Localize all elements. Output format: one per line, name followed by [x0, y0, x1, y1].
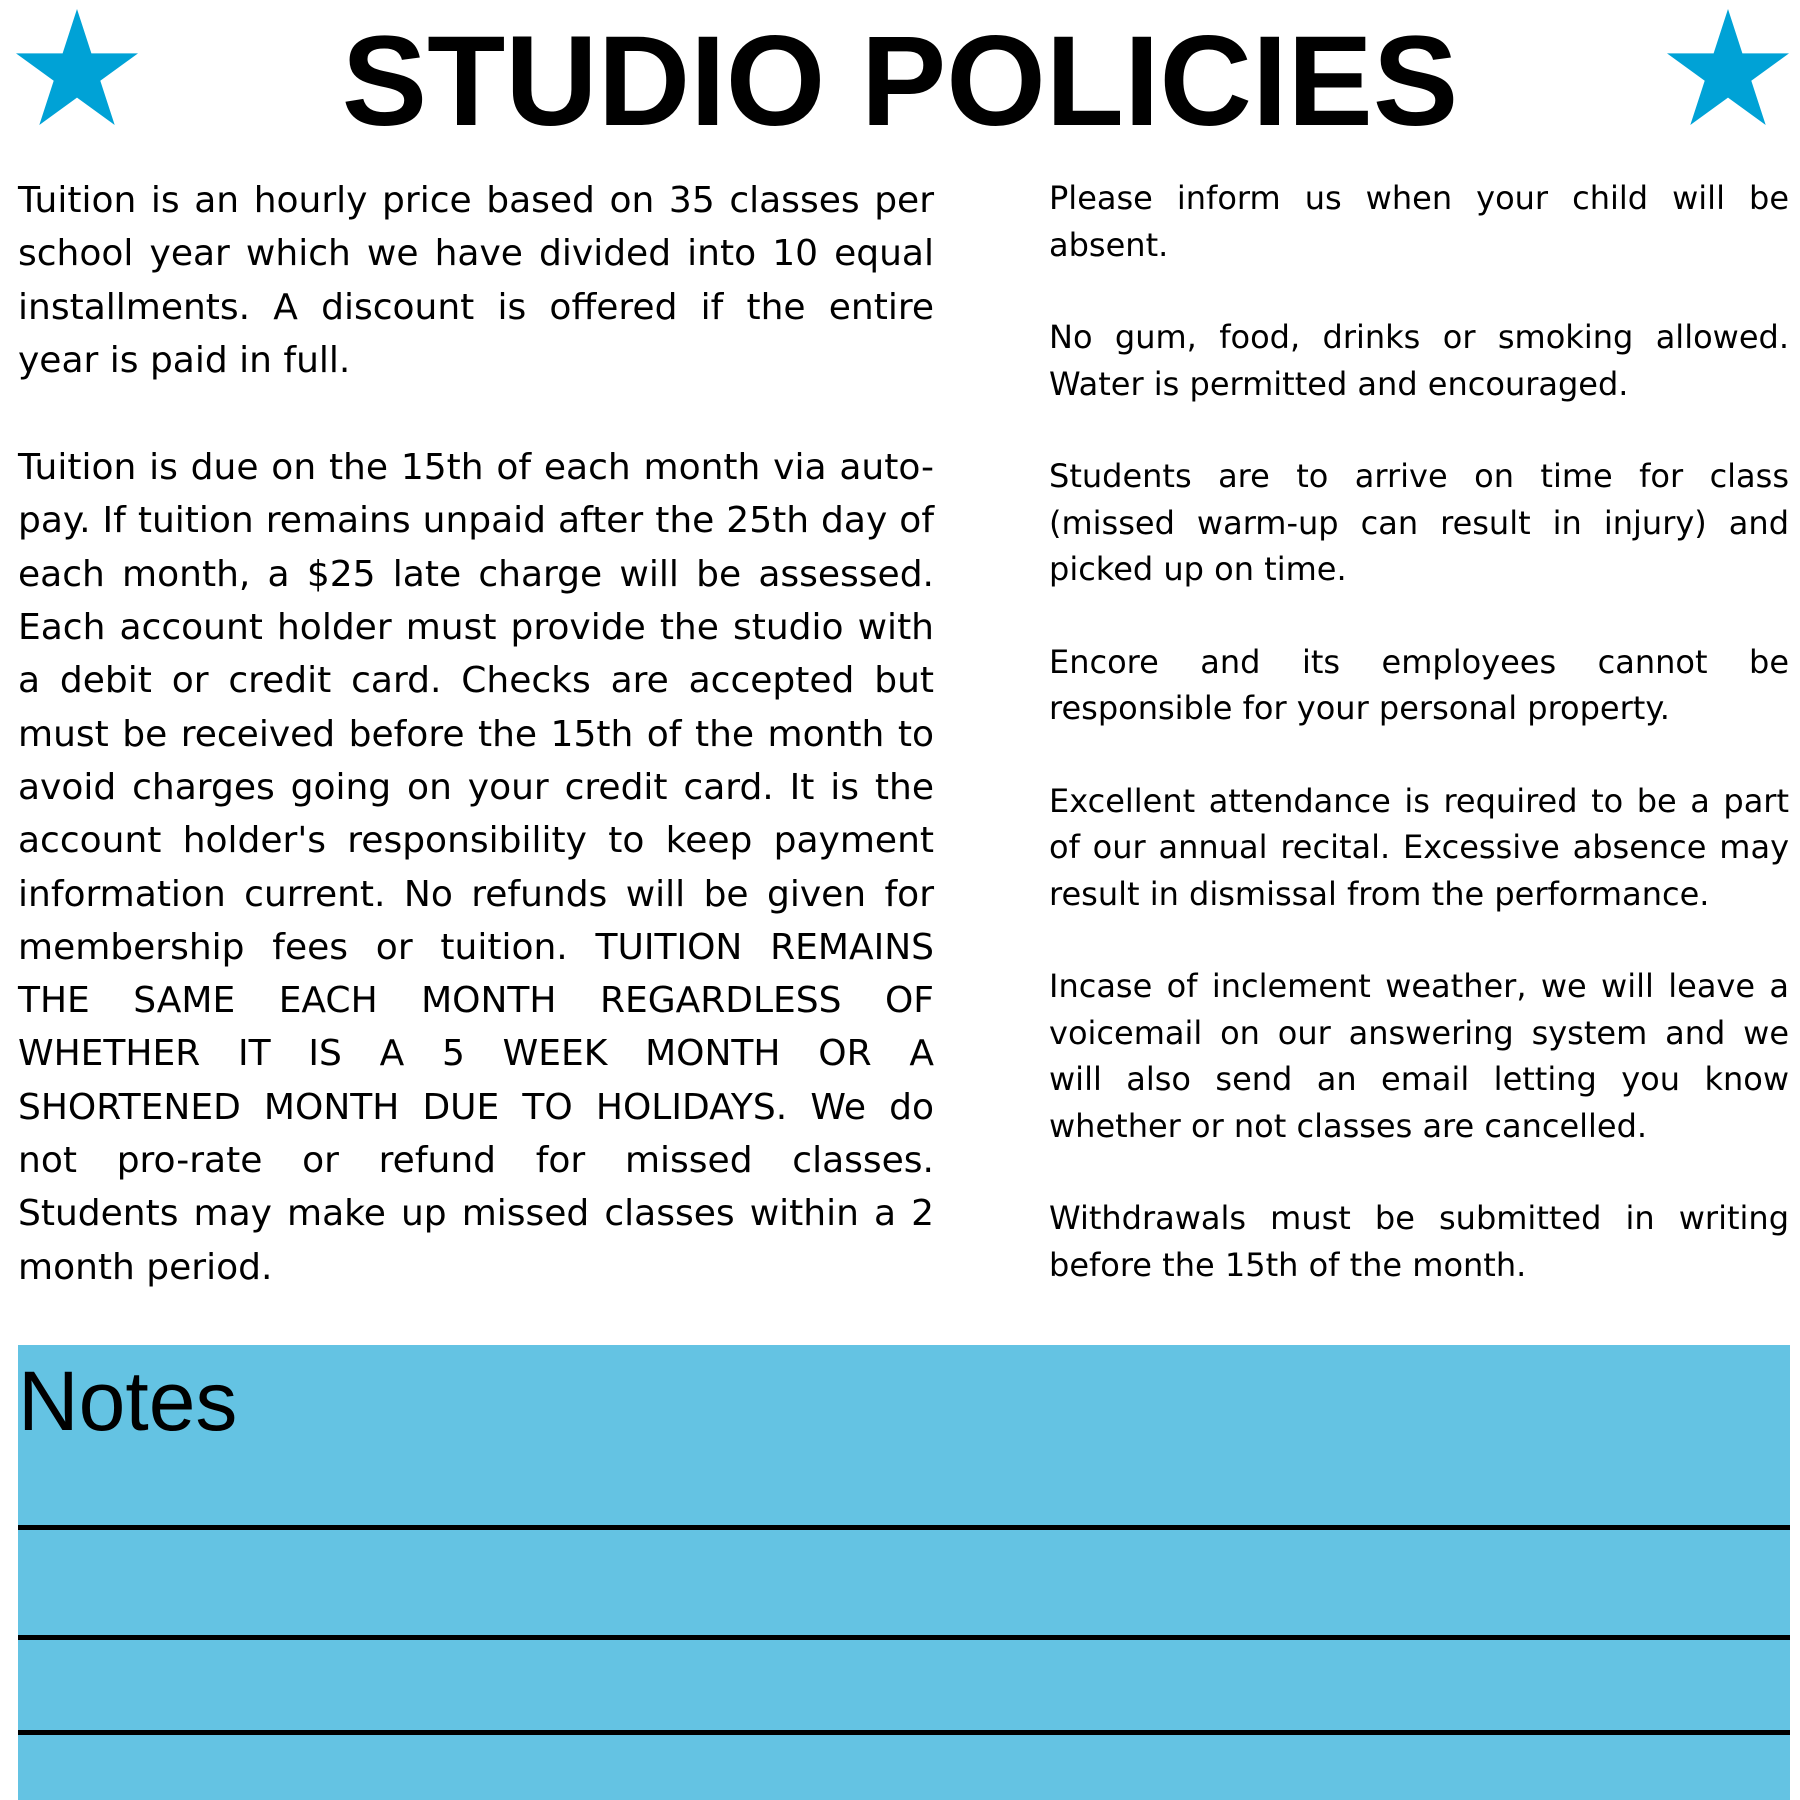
tuition-policies [18, 174, 934, 1348]
note-line [18, 1635, 1790, 1640]
policy-paragraph: Please inform us when your child will be absent. [1049, 179, 1789, 264]
note-line [18, 1730, 1790, 1735]
policy-paragraph: Excellent attendance is required to be a part of our annual recital. Excessive absence may result in dismissal from the performance. [1049, 781, 1789, 913]
notes-section [18, 1345, 1790, 1800]
policy-paragraph: Encore and its employees cannot be responsible for your personal property. [1049, 642, 1789, 727]
policy-paragraph: Incase of inclement weather, we will leave a voicemail on our answering system and we will also send an email letting you know whether or not classes are cancelled. [1049, 967, 1789, 1145]
policy-paragraph: Tuition is an hourly price based on 35 classes per school year which we have divided into 10 equal installments. A discount is offered if the entire year is paid in full. [18, 180, 934, 381]
notes-title: Notes [18, 1354, 238, 1448]
policy-paragraph: Withdrawals must be submitted in writing before the 15th of the month. [1049, 1199, 1789, 1284]
note-line [18, 1525, 1790, 1530]
general-policies [1049, 175, 1789, 1334]
page-title: STUDIO POLICIES [341, 10, 1459, 153]
policy-paragraph: No gum, food, drinks or smoking allowed. Water is permitted and encouraged. [1049, 318, 1789, 403]
policy-paragraph: Tuition is due on the 15th of each month via auto-pay. If tuition remains unpaid after the 25th day of each month, a $25 late charge will be assessed. Each account holder must provide the studio with a debit or credit card. Checks are accepted but must be received before the 15th of the month to avoid charges going on your credit card. It is the account holder's responsibility to keep payment information current. No refunds will be given for membership fees or tuition. TUITION REMAINS THE SAME EACH MONTH REGARDLESS OF WHETHER IT IS A 5 WEEK MONTH OR A SHORTENED MONTH DUE TO HOLIDAYS. We do not pro-rate or refund for missed classes. Students may make up missed classes within a 2 month period. [18, 447, 934, 1288]
policy-paragraph: Students are to arrive on time for class (missed warm-up can result in injury) and picked up on time. [1049, 457, 1789, 588]
